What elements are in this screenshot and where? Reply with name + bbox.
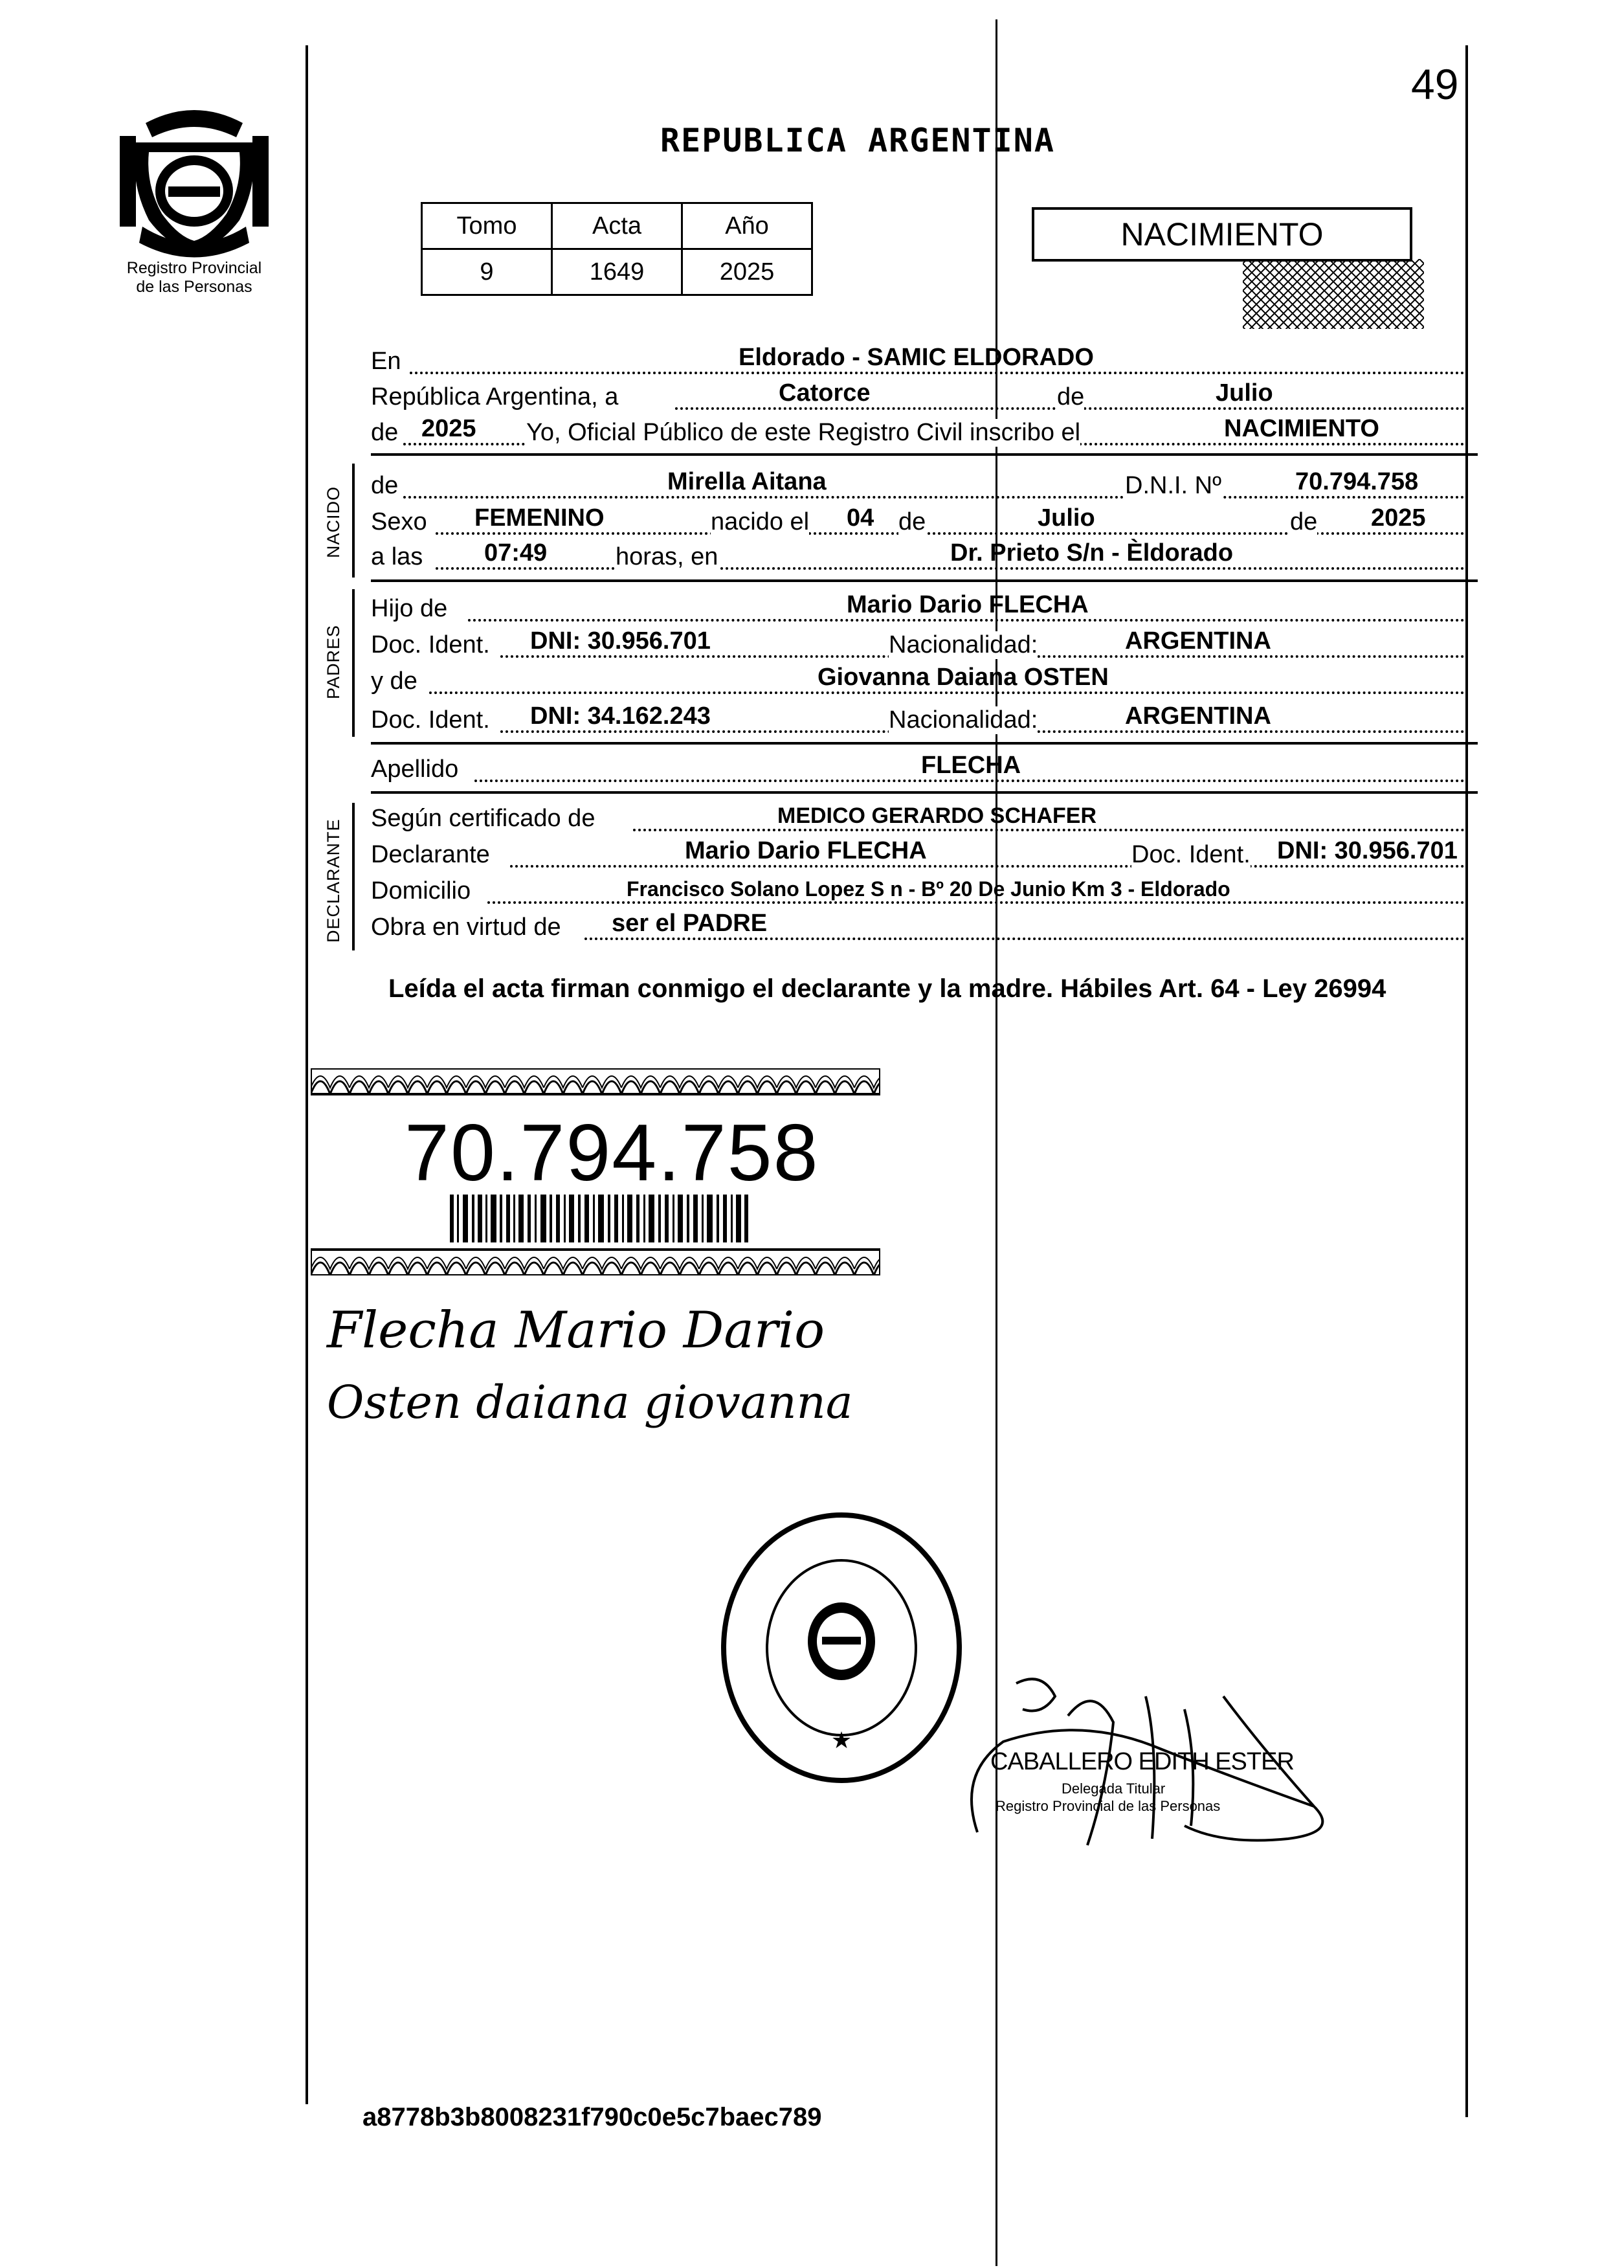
section-bracket <box>352 589 355 737</box>
separator <box>371 579 1478 582</box>
label-y-de: y de <box>371 668 417 695</box>
label-nacido-el: nacido el <box>711 508 810 535</box>
label-nacionalidad: Nacionalidad: <box>889 631 1038 658</box>
value-declarante-name: Mario Dario FLECHA <box>685 837 927 864</box>
header-ano: Año <box>682 203 812 249</box>
signature-declarante: Flecha Mario Dario <box>327 1301 825 1360</box>
dots <box>487 901 1465 904</box>
label-apellido: Apellido <box>371 756 459 783</box>
row-obra <box>371 909 1471 945</box>
separator <box>371 791 1478 794</box>
row-certificado <box>371 800 1471 836</box>
label-doc: Doc. Ident. <box>1131 841 1251 868</box>
label-sexo: Sexo <box>371 508 427 535</box>
official-org: Registro Provincial de las Personas <box>996 1798 1221 1814</box>
label-certificado: Según certificado de <box>371 805 595 832</box>
value-birth-year: 2025 <box>1371 504 1426 532</box>
value-mother-name: Giovanna Daiana OSTEN <box>818 664 1109 691</box>
value-birth-day: 04 <box>847 504 874 532</box>
section-bracket <box>352 464 355 578</box>
value-father-nationality: ARGENTINA <box>1125 627 1271 655</box>
label-de: de <box>898 508 926 535</box>
header-acta: Acta <box>552 203 682 249</box>
row-declarante <box>371 836 1471 873</box>
acta-table <box>421 202 813 296</box>
dots <box>410 372 1465 374</box>
dots <box>436 567 1465 570</box>
row-apellido <box>371 751 1471 787</box>
label-obra: Obra en virtud de <box>371 914 561 941</box>
label-de: de <box>371 472 399 499</box>
value-birth-place: Dr. Prieto S/n - Èldorado <box>950 539 1234 567</box>
value-father-name: Mario Dario FLECHA <box>847 591 1089 618</box>
label-a-las: a las <box>371 543 423 570</box>
value-birth-month: Julio <box>1038 504 1095 532</box>
dots <box>403 496 1465 499</box>
label-horas: horas, en <box>616 543 718 570</box>
section-label-nacido: NACIDO <box>324 486 343 558</box>
value-mother-nationality: ARGENTINA <box>1125 702 1271 730</box>
security-hologram <box>1243 259 1424 329</box>
dots <box>510 865 1465 868</box>
closing-statement: Leída el acta firman conmigo el declarante y la madre. Hábiles Art. 64 - Ley 26994 <box>388 974 1386 1003</box>
barcode-icon <box>450 1195 748 1242</box>
value-month: Julio <box>1216 379 1273 407</box>
value-certificado: MEDICO GERARDO SCHAFER <box>777 803 1097 828</box>
signature-madre: Osten daiana giovanna <box>327 1376 853 1429</box>
label-de2: de <box>371 419 399 446</box>
value-sexo: FEMENINO <box>474 504 605 532</box>
label-domicilio: Domicilio <box>371 877 471 904</box>
registry-line-1: Registro Provincial <box>126 259 262 277</box>
row-y-de <box>371 663 1471 699</box>
svg-text:★: ★ <box>830 1727 852 1754</box>
label-doc: Doc. Ident. <box>371 631 490 658</box>
value-domicilio: Francisco Solano Lopez S n - Bº 20 De Junio Km 3 - Eldorado <box>627 877 1230 901</box>
value-place: Eldorado - SAMIC ELDORADO <box>739 344 1094 371</box>
official-name: CABALLERO EDITH ESTER <box>990 1748 1294 1775</box>
dni-sticker-number: 70.794.758 <box>405 1108 819 1198</box>
label-oficial: Yo, Oficial Público de este Registro Civil inscribo el <box>526 419 1081 446</box>
record-type-box: NACIMIENTO <box>1032 207 1412 262</box>
dots <box>633 829 1465 831</box>
section-label-declarante: DECLARANTE <box>324 818 343 943</box>
value-mother-doc: DNI: 34.162.243 <box>530 702 711 730</box>
label-declarante: Declarante <box>371 841 490 868</box>
row-hora <box>371 539 1471 575</box>
label-republica: República Argentina, a <box>371 383 619 410</box>
page-title: REPUBLICA ARGENTINA <box>660 122 1055 159</box>
value-year: 2025 <box>421 415 476 442</box>
coat-of-arms-icon <box>110 104 278 259</box>
row-republica <box>371 379 1471 415</box>
label-de: de <box>1057 383 1085 410</box>
header-tomo: Tomo <box>422 203 552 249</box>
row-domicilio <box>371 873 1471 909</box>
row-mother-doc <box>371 702 1471 738</box>
section-label-padres: PADRES <box>324 624 343 699</box>
value-tomo: 9 <box>422 249 552 295</box>
separator <box>371 742 1478 745</box>
dots <box>474 780 1465 782</box>
label-nacionalidad: Nacionalidad: <box>889 706 1038 734</box>
label-doc: Doc. Ident. <box>371 706 490 734</box>
official-role: Delegada Titular <box>1062 1780 1166 1797</box>
value-day-text: Catorce <box>779 379 871 407</box>
label-hijo-de: Hijo de <box>371 595 448 622</box>
page-number: 49 <box>1411 60 1459 108</box>
row-nacido-name <box>371 467 1471 504</box>
registry-caption <box>97 259 291 297</box>
dots <box>468 619 1465 622</box>
registry-line-2: de las Personas <box>136 278 252 296</box>
row-en <box>371 343 1471 379</box>
official-round-stamp <box>718 1509 964 1787</box>
label-de: de <box>1290 508 1318 535</box>
value-acta: 1649 <box>552 249 682 295</box>
value-record-word: NACIMIENTO <box>1224 415 1379 442</box>
document-hash: a8778b3b8008231f790c0e5c7baec789 <box>362 2103 822 2131</box>
value-child-name: Mirella Aitana <box>667 468 827 495</box>
dots <box>429 691 1465 694</box>
row-sexo <box>371 504 1471 540</box>
value-obra: ser el PADRE <box>612 910 768 937</box>
left-margin-line <box>306 45 308 2104</box>
row-hijo-de <box>371 590 1471 627</box>
value-apellido: FLECHA <box>921 752 1021 779</box>
value-father-doc: DNI: 30.956.701 <box>530 627 711 655</box>
value-ano: 2025 <box>682 249 812 295</box>
value-birth-time: 07:49 <box>484 539 548 567</box>
separator <box>371 453 1478 456</box>
row-year <box>371 414 1471 451</box>
label-dni: D.N.I. Nº <box>1125 472 1221 499</box>
value-declarante-doc: DNI: 30.956.701 <box>1277 837 1458 864</box>
dots <box>584 938 1465 940</box>
round-stamp-icon <box>718 1509 964 1787</box>
value-child-dni: 70.794.758 <box>1295 468 1419 495</box>
label-en: En <box>371 348 401 375</box>
section-bracket <box>352 803 355 950</box>
row-father-doc <box>371 627 1471 663</box>
